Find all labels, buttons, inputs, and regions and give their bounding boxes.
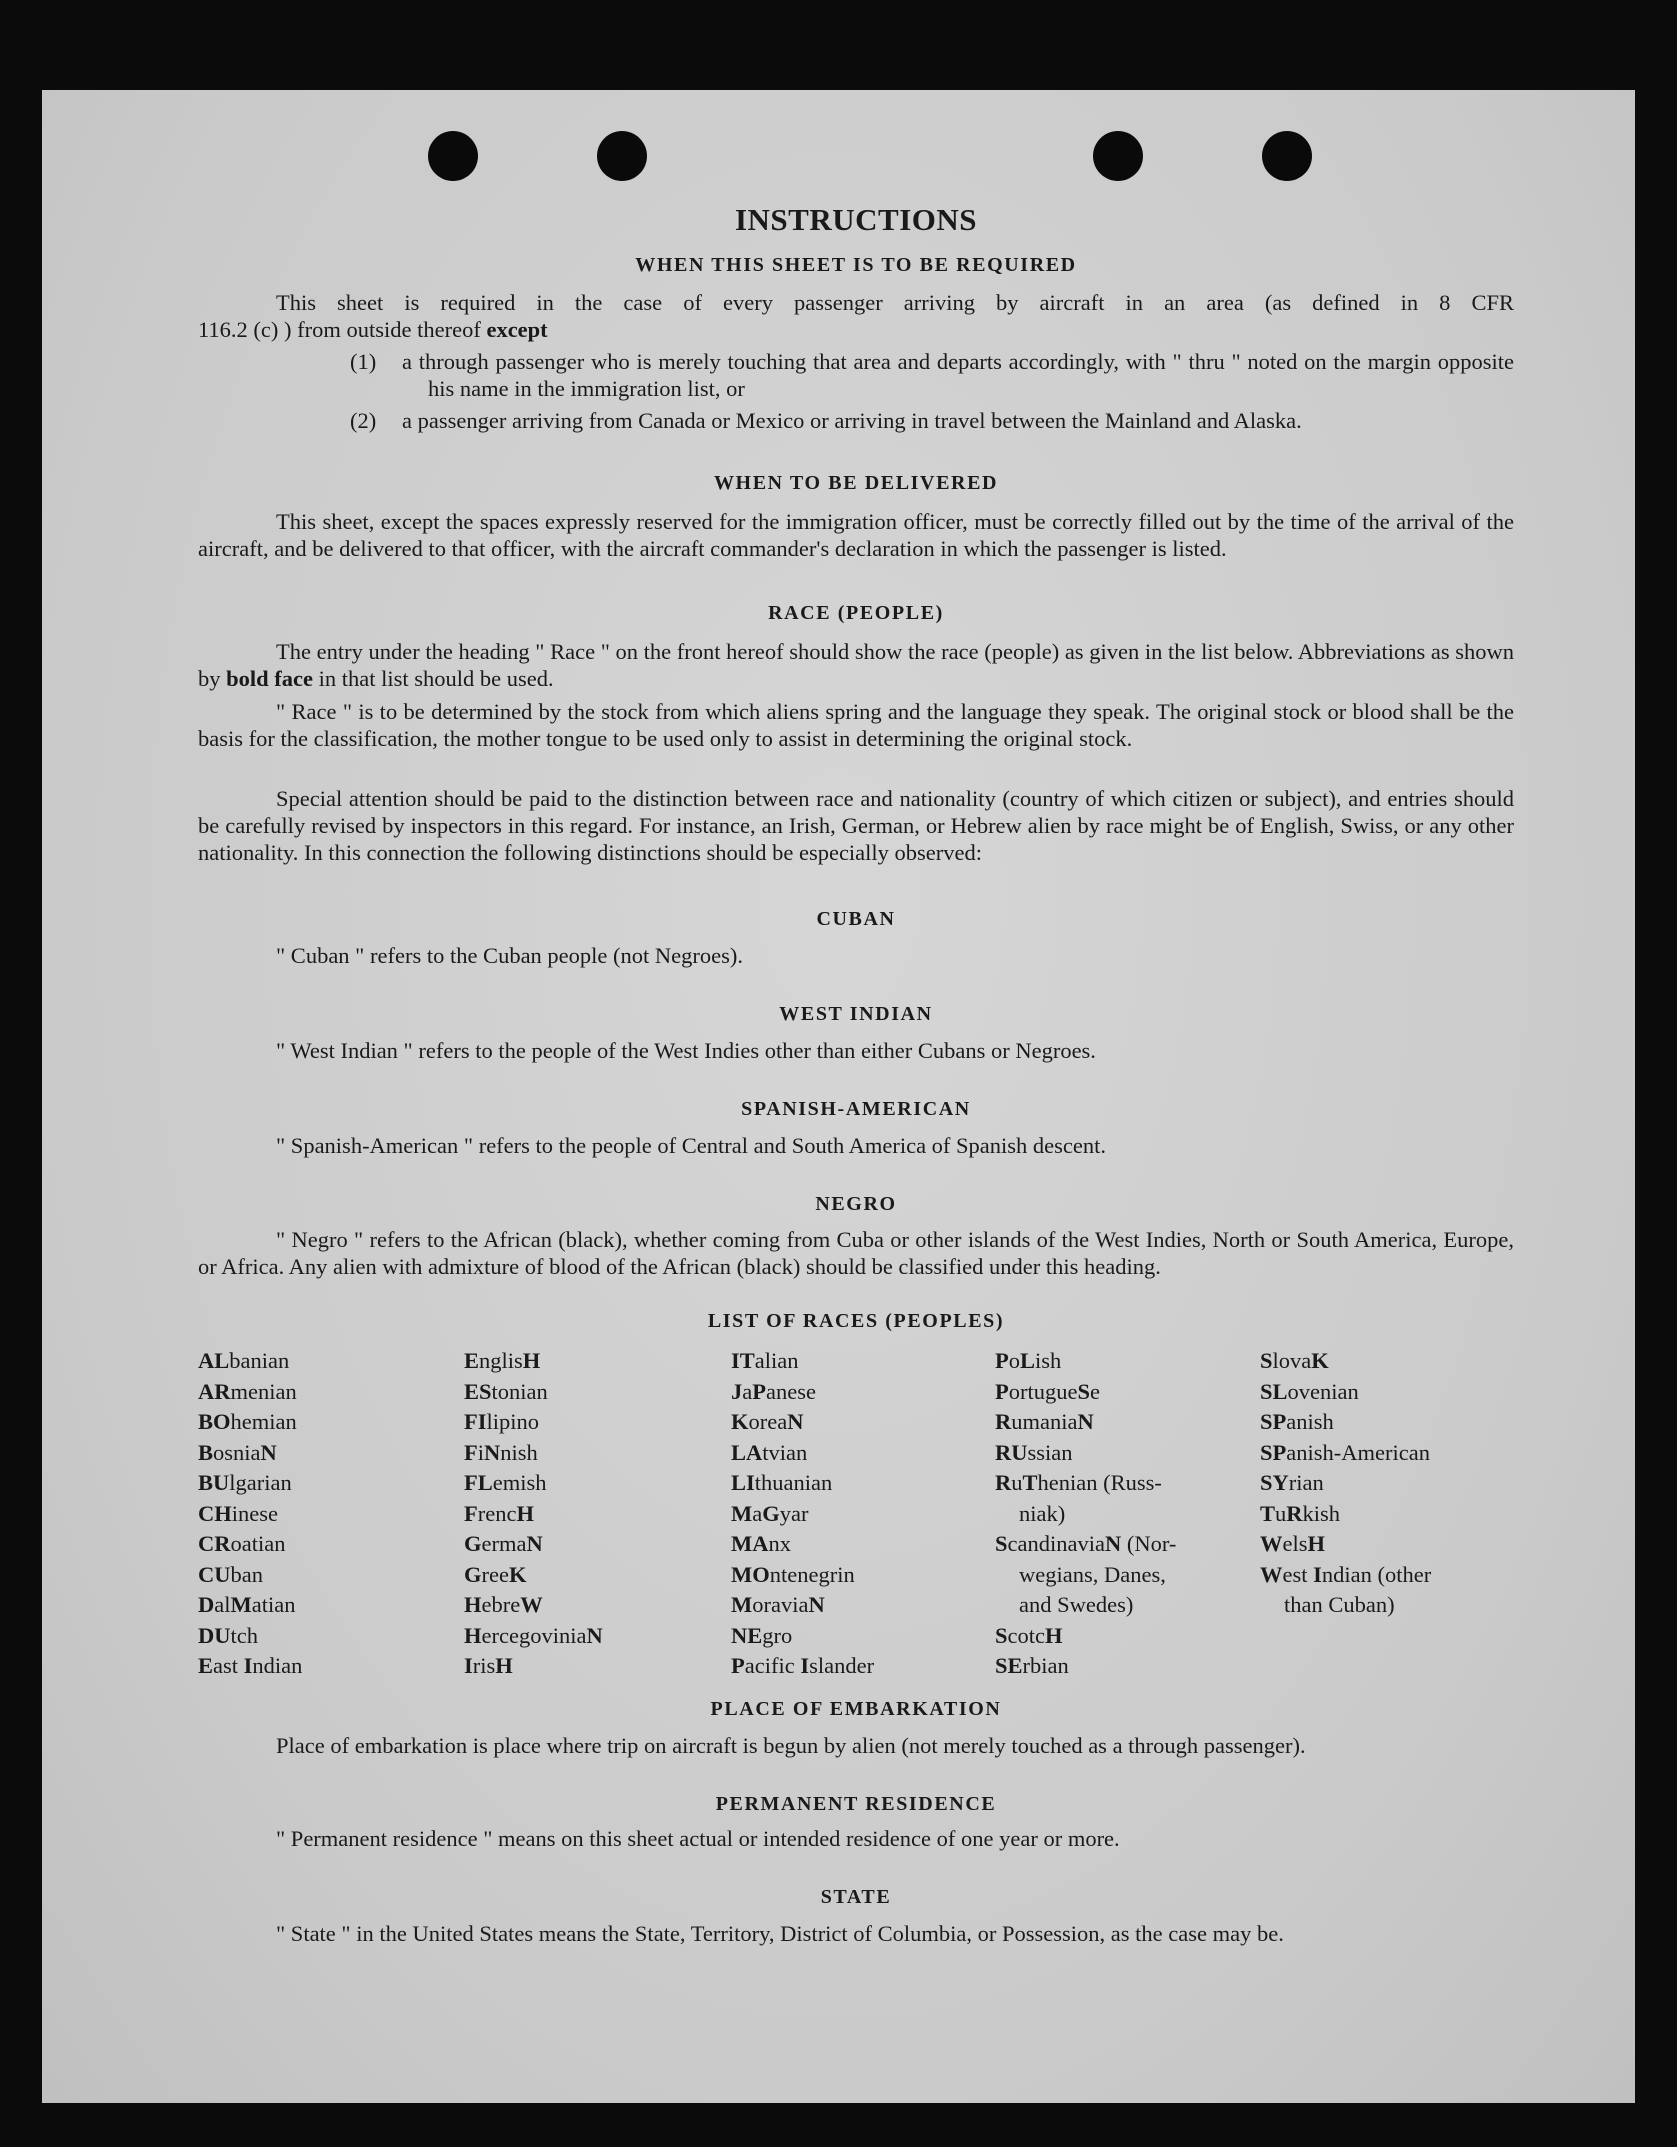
race-entry: SYrian — [1260, 1470, 1324, 1495]
race-entry: EnglisH — [464, 1348, 541, 1373]
section-heading-west-indian: WEST INDIAN — [779, 1003, 933, 1025]
race-entry: ScandinaviaN (Nor- — [995, 1531, 1177, 1556]
race-entry: ALbanian — [198, 1348, 290, 1373]
race-entry: wegians, Danes, — [1019, 1561, 1166, 1587]
section-heading-race: RACE (PEOPLE) — [768, 602, 944, 624]
race-entry: RumaniaN — [995, 1409, 1094, 1434]
punch-hole — [1093, 131, 1143, 181]
race-entry: MoraviaN — [731, 1592, 825, 1617]
race-entry: DalMatian — [198, 1592, 296, 1617]
punch-hole — [428, 131, 478, 181]
document-sheet — [42, 90, 1635, 2103]
race-entry: BosniaN — [198, 1439, 277, 1465]
race-entry: WelsH — [1260, 1531, 1326, 1556]
race-paragraph-2: " Race " is to be determined by the stock from which aliens spring and the language they speak. The original stock or blood shall be the basis for the classification, the mother tongue to be used only to assist in determining the original stock. — [198, 699, 1514, 751]
race-paragraph-1: The entry under the heading " Race " on the front hereof should show the race (people) as given in the list below. Abbreviations as shown by bold face in that list should be used. — [198, 639, 1514, 691]
section-heading-list-of-races: LIST OF RACES (PEOPLES) — [707, 1310, 1005, 1332]
race-entry: SLovenian — [1260, 1378, 1359, 1404]
race-entry: CUban — [198, 1561, 263, 1587]
race-entry: ARmenian — [198, 1378, 297, 1404]
race-entry: RUssian — [995, 1439, 1073, 1465]
west-indian-text: " West Indian " refers to the people of the West Indies other than either Cubans or Negroes. — [276, 1038, 1096, 1063]
section-heading-when-required: WHEN THIS SHEET IS TO BE REQUIRED — [635, 254, 1077, 276]
race-entry: FiNnish — [464, 1439, 538, 1465]
race-paragraph-3: Special attention should be paid to the distinction between race and nationality (country of which citizen or subject), and entries should be carefully revised by inspectors in this regard. For instance, an Irish, German, or Hebrew alien by race might be of English, Swiss, or any other nationality. In this connection the following distinctions should be especially observed: — [198, 786, 1514, 865]
race-entry: MAnx — [731, 1531, 791, 1556]
punch-hole — [597, 131, 647, 181]
race-entry: East Indian — [198, 1653, 303, 1678]
race-entry: SPanish-American — [1260, 1439, 1430, 1465]
race-entry: SPanish — [1260, 1409, 1334, 1434]
race-entry: KoreaN — [731, 1409, 804, 1434]
embarkation-paragraph: Place of embarkation is place where trip on aircraft is begun by alien (not merely touched as a through passenger). — [276, 1733, 1306, 1758]
race-entry: FLemish — [464, 1470, 547, 1495]
race-entry: GreeK — [464, 1561, 527, 1587]
race-entry: and Swedes) — [1019, 1592, 1134, 1617]
race-entry: ScotcH — [995, 1622, 1063, 1648]
race-entry: Pacific Islander — [731, 1653, 875, 1678]
spanish-american-text: " Spanish-American " refers to the people of Central and South America of Spanish descent. — [276, 1133, 1107, 1158]
race-entry: West Indian (other — [1260, 1561, 1432, 1587]
race-entry: ITalian — [731, 1348, 799, 1373]
race-entry: BUlgarian — [198, 1470, 292, 1495]
state-paragraph: " State " in the United States means the State, Territory, District of Columbia, or Possession, as the case may be. — [276, 1921, 1284, 1946]
page-title: INSTRUCTIONS — [734, 202, 977, 237]
race-entry: MaGyar — [731, 1500, 809, 1526]
section-heading-permanent-residence: PERMANENT RESIDENCE — [715, 1793, 997, 1815]
race-entry: FIlipino — [464, 1409, 540, 1434]
race-entry: DUtch — [198, 1622, 258, 1648]
race-entry: than Cuban) — [1284, 1592, 1395, 1617]
race-entry: PoLish — [995, 1348, 1062, 1373]
race-entry: SlovaK — [1260, 1348, 1329, 1373]
delivered-paragraph: This sheet, except the spaces expressly reserved for the immigration officer, must be correctly filled out by the time of the arrival of the aircraft, and be delivered to that officer, with the aircraft commander's declaration in which the passenger is listed. — [198, 509, 1514, 561]
section-heading-when-delivered: WHEN TO BE DELIVERED — [713, 472, 999, 494]
race-entry: NEgro — [731, 1622, 793, 1648]
section-heading-embarkation: PLACE OF EMBARKATION — [710, 1698, 1002, 1720]
negro-paragraph: " Negro " refers to the African (black), whether coming from Cuba or other islands of the West Indies, North or South America, Europe, or Africa. Any alien with admixture of blood of the African (black) should be classified under this heading. — [198, 1227, 1514, 1279]
race-entry: CRoatian — [198, 1531, 286, 1556]
race-entry: EStonian — [464, 1378, 548, 1404]
exception-item-2: (2) a passenger arriving from Canada or Mexico or arriving in travel between the Mainland and Alaska. — [350, 408, 1302, 433]
required-intro-line1: This sheet is required in the case of every passenger arriving by aircraft in an area (as defined in 8 CFR — [276, 290, 1514, 315]
races-column-1 — [198, 1346, 302, 1682]
cuban-text: " Cuban " refers to the Cuban people (not Negroes). — [276, 943, 743, 968]
race-entry: BOhemian — [198, 1409, 297, 1434]
races-column-4 — [995, 1346, 1176, 1682]
residence-text: " Permanent residence " means on this sheet actual or intended residence of one year or more. — [276, 1826, 1120, 1851]
race-entry: IrisH — [464, 1653, 513, 1678]
exception-item-1: (1) a through passenger who is merely touching that area and departs accordingly, with " thru " noted on the margin opposite his name in the immigration list, or — [350, 349, 1514, 401]
section-heading-spanish-american: SPANISH-AMERICAN — [741, 1098, 971, 1120]
race-entry: HebreW — [464, 1592, 543, 1617]
race-entry: TuRkish — [1260, 1500, 1341, 1526]
race-entry: SErbian — [995, 1653, 1069, 1678]
races-column-5 — [1260, 1346, 1431, 1621]
races-column-3 — [731, 1346, 874, 1682]
race-entry: JaPanese — [731, 1378, 816, 1404]
race-entry: niak) — [1019, 1500, 1066, 1526]
race-entry: GermaN — [464, 1531, 543, 1556]
section-heading-cuban: CUBAN — [816, 908, 896, 930]
section-heading-negro: NEGRO — [815, 1193, 897, 1215]
punch-hole — [1262, 131, 1312, 181]
race-entry: CHinese — [198, 1500, 278, 1526]
section-heading-state: STATE — [820, 1886, 892, 1908]
race-entry: FrencH — [464, 1500, 534, 1526]
race-entry: LIthuanian — [731, 1470, 833, 1495]
race-entry: MOntenegrin — [731, 1561, 855, 1587]
race-entry: RuThenian (Russ- — [995, 1470, 1162, 1495]
required-intro-line2: 116.2 (c) ) from outside thereof except — [198, 317, 548, 342]
race-entry: PortugueSe — [995, 1378, 1100, 1404]
races-column-2 — [464, 1346, 603, 1682]
race-entry: HercegoviniaN — [464, 1622, 603, 1648]
race-entry: LAtvian — [731, 1439, 808, 1465]
